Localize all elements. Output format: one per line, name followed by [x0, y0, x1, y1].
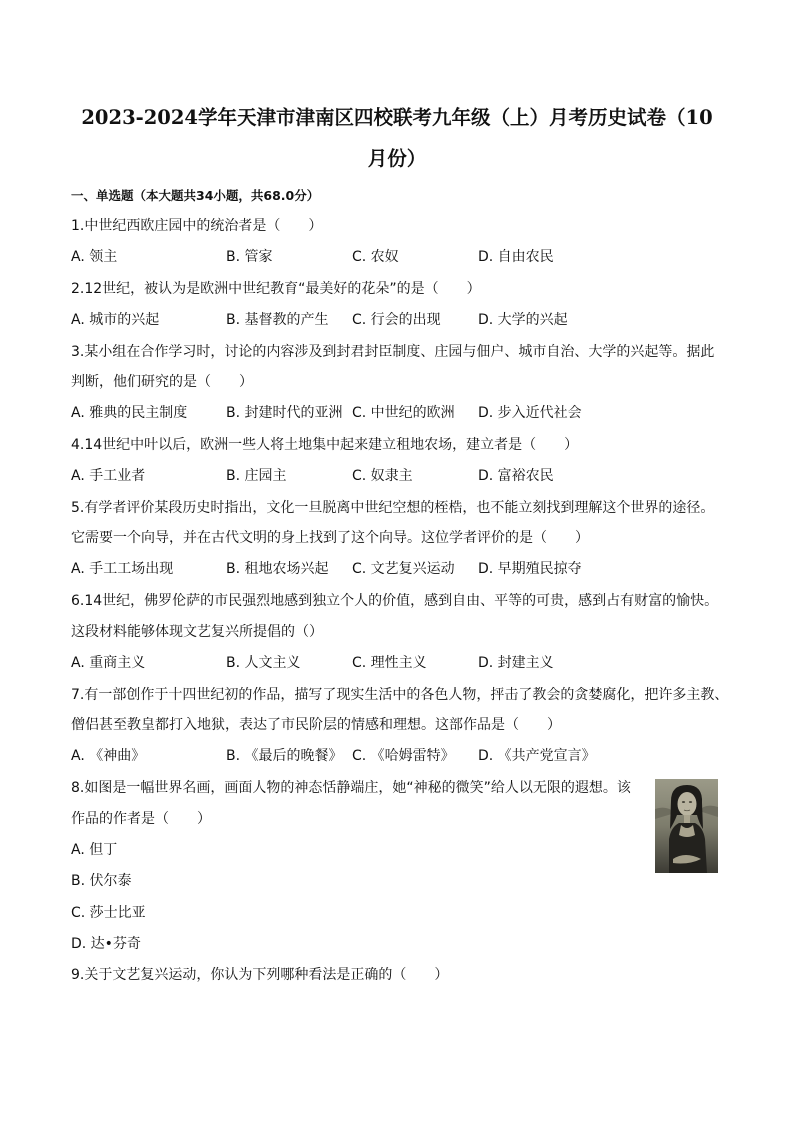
question-4-option-b: B. 庄园主: [226, 468, 287, 484]
question-6-option-d: D. 封建主义: [478, 655, 554, 671]
question-7-option-b: B. 《最后的晚餐》: [226, 748, 343, 764]
question-8-stem-line-2: 作品的作者是（ ）: [71, 811, 211, 827]
section-heading: 一、单选题（本大题共34小题，共68.0分）: [71, 188, 320, 203]
question-6-option-a: A. 重商主义: [71, 655, 146, 671]
mona-lisa-painting-image: [655, 779, 718, 873]
question-2-option-b: B. 基督教的产生: [226, 312, 329, 328]
question-7-option-c: C. 《哈姆雷特》: [352, 748, 455, 764]
question-5-stem-line-2: 它需要一个向导，并在古代文明的身上找到了这个向导。这位学者评价的是（ ）: [71, 530, 589, 546]
question-5-option-c: C. 文艺复兴运动: [352, 561, 455, 577]
question-3-stem-line-2: 判断，他们研究的是（ ）: [71, 374, 253, 390]
question-6-option-c: C. 理性主义: [352, 655, 427, 671]
question-7-option-a: A. 《神曲》: [71, 748, 146, 764]
exam-title-line-2: 月份）: [367, 147, 427, 170]
question-3-option-a: A. 雅典的民主制度: [71, 405, 188, 421]
question-6-stem-line-2: 这段材料能够体现文艺复兴所提倡的（）: [71, 624, 323, 640]
question-8-option-b: B. 伏尔泰: [71, 873, 132, 889]
question-2-option-d: D. 大学的兴起: [478, 312, 568, 328]
question-3-stem-line-1: 3.某小组在合作学习时，讨论的内容涉及到封君封臣制度、庄园与佃户、城市自治、大学的兴起等。据此: [71, 344, 715, 360]
question-2-option-a: A. 城市的兴起: [71, 312, 160, 328]
question-3-option-b: B. 封建时代的亚洲: [226, 405, 343, 421]
question-1-stem: 1.中世纪西欧庄园中的统治者是（ ）: [71, 218, 323, 234]
question-3-option-d: D. 步入近代社会: [478, 405, 582, 421]
question-1-option-b: B. 管家: [226, 249, 273, 265]
question-6-stem-line-1: 6.14世纪，佛罗伦萨的市民强烈地感到独立个人的价值，感到自由、平等的可贵，感到占有财富的愉快。: [71, 593, 719, 609]
question-8-stem-line-1: 8.如图是一幅世界名画，画面人物的神态恬静端庄，她“神秘的微笑”给人以无限的遐想。该: [71, 780, 631, 796]
question-2-option-c: C. 行会的出现: [352, 312, 441, 328]
question-4-option-d: D. 富裕农民: [478, 468, 554, 484]
question-8-option-d: D. 达•芬奇: [71, 936, 141, 952]
question-2-stem: 2.12世纪，被认为是欧洲中世纪教育“最美好的花朵”的是（ ）: [71, 281, 481, 297]
question-4-stem: 4.14世纪中叶以后，欧洲一些人将土地集中起来建立租地农场，建立者是（ ）: [71, 437, 579, 453]
question-9-stem: 9.关于文艺复兴运动，你认为下列哪种看法是正确的（ ）: [71, 967, 449, 983]
question-4-option-a: A. 手工业者: [71, 468, 146, 484]
question-1-option-c: C. 农奴: [352, 249, 399, 265]
question-5-option-b: B. 租地农场兴起: [226, 561, 329, 577]
question-7-option-d: D. 《共产党宣言》: [478, 748, 596, 764]
question-7-stem-line-1: 7.有一部创作于十四世纪初的作品，描写了现实生活中的各色人物，抨击了教会的贪婪腐化，把许多主教、: [71, 687, 729, 703]
question-5-stem-line-1: 5.有学者评价某段历史时指出，文化一旦脱离中世纪空想的桎梏，也不能立刻找到理解这个世界的途径。: [71, 500, 715, 516]
question-8-option-a: A. 但丁: [71, 842, 118, 858]
question-1-option-a: A. 领主: [71, 249, 118, 265]
question-3-option-c: C. 中世纪的欧洲: [352, 405, 455, 421]
question-8-option-c: C. 莎士比亚: [71, 905, 146, 921]
question-5-option-d: D. 早期殖民掠夺: [478, 561, 582, 577]
question-5-option-a: A. 手工工场出现: [71, 561, 174, 577]
question-7-stem-line-2: 僧侣甚至教皇都打入地狱，表达了市民阶层的情感和理想。这部作品是（ ）: [71, 717, 561, 733]
question-1-option-d: D. 自由农民: [478, 249, 554, 265]
question-4-option-c: C. 奴隶主: [352, 468, 413, 484]
question-6-option-b: B. 人文主义: [226, 655, 301, 671]
exam-title-line-1: 2023-2024学年天津市津南区四校联考九年级（上）月考历史试卷（10: [81, 106, 713, 129]
